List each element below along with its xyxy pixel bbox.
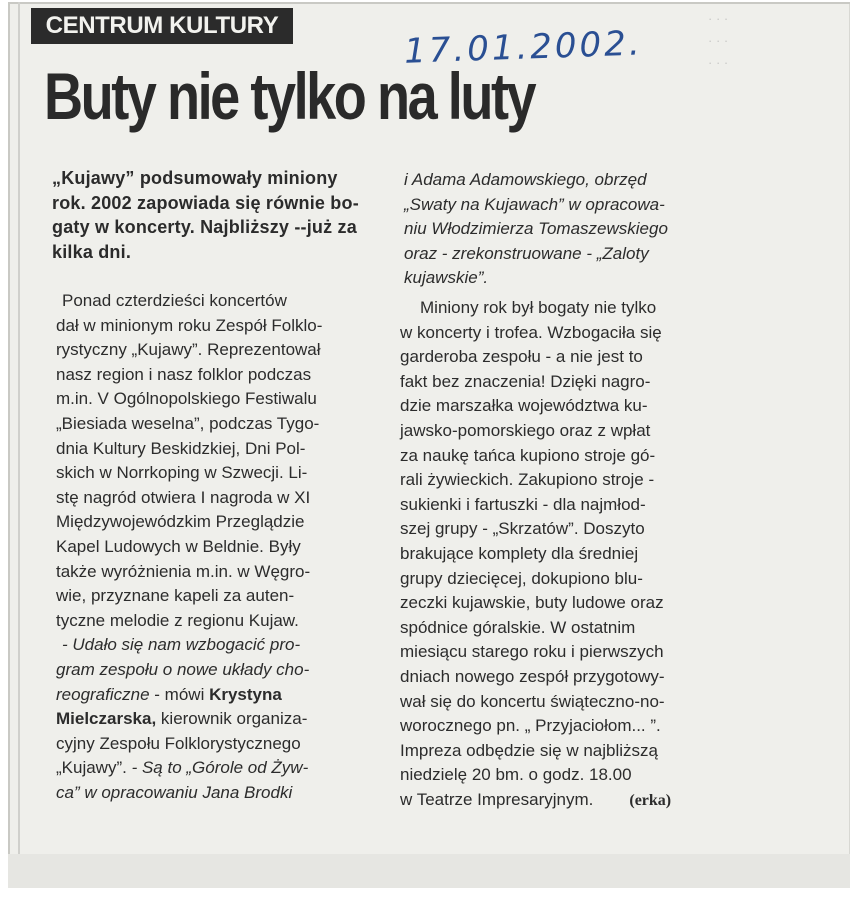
body-line: skich w Norrkoping w Szwecji. Li- — [56, 463, 308, 483]
body-line — [400, 788, 760, 814]
person-name: Krystyna — [209, 684, 282, 704]
body-line: dał w minionym roku Zespół Folklo- — [56, 315, 323, 335]
body-line: fakt bez znaczenia! Dzięki nagro- — [400, 371, 651, 391]
body-line: niedzielę 20 bm. o godz. 18.00 — [400, 765, 632, 785]
body-line: tyczne melodie z regionu Kujaw. — [56, 610, 299, 630]
body-line: „Biesiada weselna”, podczas Tygo- — [56, 413, 320, 433]
body-fragment: „Kujawy”. — [56, 758, 132, 778]
body-line: grupy dziecięcej, dokupiono blu- — [400, 568, 643, 588]
lead-line: rok. 2002 zapowiada się równie bo- — [52, 192, 359, 213]
quote-line: niu Włodzimierza Tomaszewskiego — [404, 219, 668, 239]
body-line — [56, 683, 386, 708]
body-line: cyjny Zespołu Folklorystycznego — [56, 733, 301, 753]
body-fragment: - mówi — [149, 684, 210, 704]
article-right-column — [400, 296, 760, 813]
bleed-through-text: · · · · · · · · · — [708, 11, 729, 70]
body-line: jawsko-pomorskiego oraz z wpłat — [400, 420, 651, 440]
lead-line: kilka dni. — [52, 241, 132, 262]
body-line: sukienki i fartuszki - dla najmłod- — [400, 494, 646, 514]
body-line: dniach nowego zespół przygotowy- — [400, 666, 665, 686]
body-line: Międzywojewódzkim Przeglądzie — [56, 512, 305, 532]
body-line: nasz region i nasz folklor podczas — [56, 364, 312, 384]
quote-line: kujawskie”. — [404, 268, 489, 288]
quote-line: i Adama Adamowskiego, obrzęd — [404, 170, 647, 189]
body-line: szej grupy - „Skrzatów”. Doszyto — [400, 519, 645, 539]
quote-line: „Swaty na Kujawach” w opracowa- — [404, 194, 665, 214]
lead-paragraph — [52, 166, 392, 264]
body-line: Miniony rok był bogaty nie tylko — [420, 298, 657, 317]
body-line: wał się do koncertu świąteczno-no- — [400, 691, 665, 711]
scan-bottom-band — [8, 854, 850, 888]
body-line — [56, 756, 386, 781]
headline: Buty nie tylko na luty — [44, 59, 535, 133]
body-line: w koncerty i trofea. Wzbogaciła się — [400, 322, 662, 342]
body-line: także wyróżnienia m.in. w Węgro- — [56, 561, 311, 581]
body-line: stę nagród otwiera I nagroda w XI — [56, 487, 311, 507]
author-signature: (erka) — [629, 791, 672, 809]
body-line: Impreza odbędzie się w najbliższą — [400, 740, 658, 760]
body-line: wie, przyznane kapeli za auten- — [56, 586, 295, 606]
body-line: worocznego pn. „ Przyjaciołom... ”. — [400, 716, 661, 736]
body-line: dnia Kultury Beskidzkiej, Dni Pol- — [56, 438, 306, 458]
body-line: rali żywieckich. Zakupiono stroje - — [400, 470, 655, 490]
body-line: Kapel Ludowych w Beldnie. Były — [56, 536, 301, 556]
quote-fragment: reograficzne — [56, 684, 150, 704]
body-line: dzie marszałka województwa ku- — [400, 396, 648, 416]
body-fragment: w Teatrze Impresaryjnym. — [400, 789, 594, 809]
lead-line: gaty w koncerty. Najbliższy --już za — [52, 217, 357, 237]
quote-line: gram zespołu o nowe układy cho- — [56, 659, 310, 679]
body-line: za naukę tańca kupiono stroje gó- — [400, 445, 656, 465]
body-line: spódnice góralskie. W ostatnim — [400, 617, 636, 637]
quote-line: oraz - zrekonstruowane - „Zaloty — [404, 243, 649, 263]
body-line: brakujące komplety dla średniej — [400, 543, 639, 563]
body-line: rystyczny „Kujawy”. Reprezentował — [56, 340, 321, 360]
handwritten-date-text: 17.01.2002. — [403, 23, 644, 72]
quote-line: ca” w opracowaniu Jana Brodki — [56, 782, 293, 802]
person-name: Mielczarska, — [56, 709, 157, 729]
section-tag: CENTRUM KULTURY — [31, 8, 293, 44]
body-line: miesiącu starego roku i pierwszych — [400, 642, 664, 662]
quote-line: - Udało się nam wzbogacić pro- — [62, 635, 301, 655]
body-line: garderoba zespołu - a nie jest to — [400, 347, 643, 367]
quote-fragment: - Są to „Górole od Żyw- — [131, 758, 309, 778]
lead-line: „Kujawy” podsumowały miniony — [52, 168, 338, 188]
article-right-column-top — [404, 168, 764, 291]
body-line: Ponad czterdzieści koncertów — [62, 291, 287, 310]
body-fragment: kierownik organiza- — [156, 709, 308, 729]
body-line — [56, 707, 386, 732]
body-line: zeczki kujawskie, buty ludowe oraz — [400, 593, 664, 613]
article-left-column — [56, 289, 386, 805]
column-rule — [18, 2, 20, 888]
body-line: m.in. V Ogólnopolskiego Festiwalu — [56, 389, 317, 409]
